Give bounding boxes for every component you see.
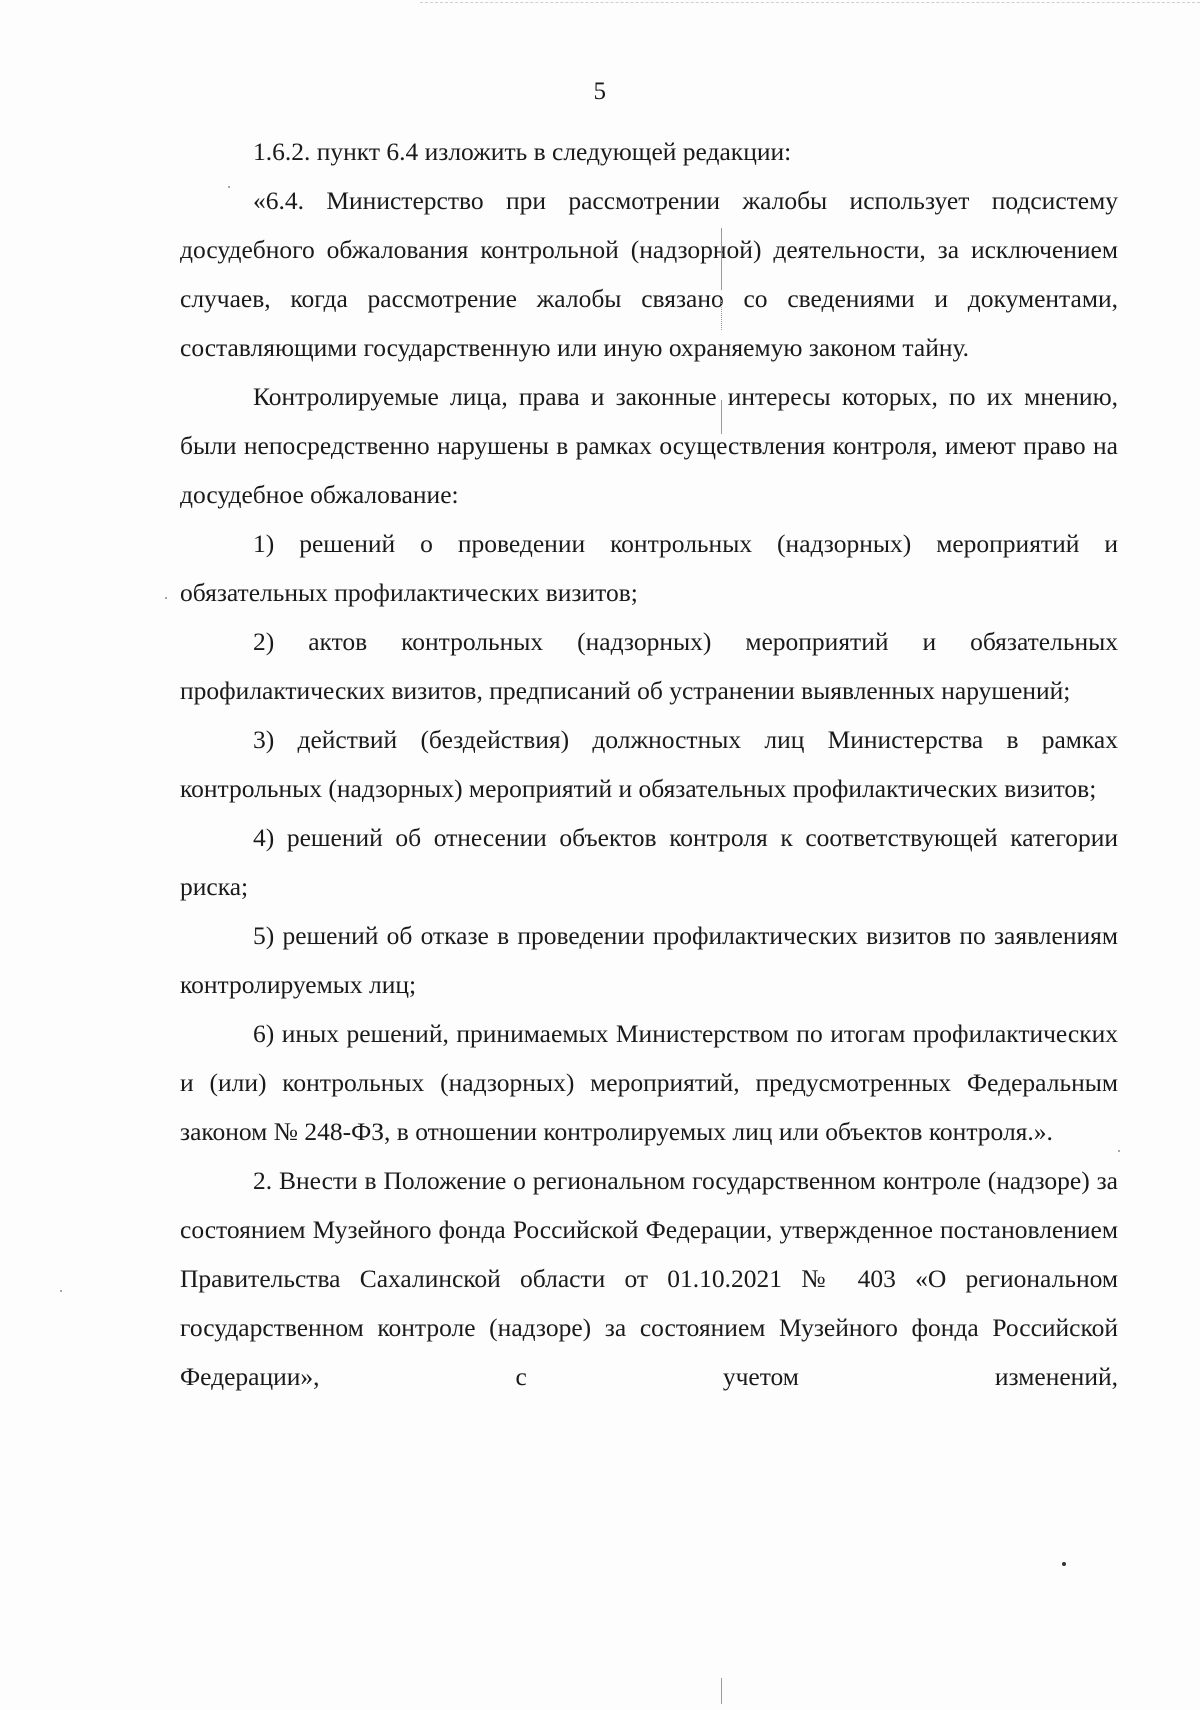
scan-artifact-speck: [1062, 1562, 1066, 1566]
scan-artifact-speck: [165, 597, 167, 599]
page-number: 5: [593, 78, 607, 105]
list-item-3: 3) действий (бездействия) должностных лиц Министерства в рамках контрольных (надзорных) мероприятий и обязательных профилактических визитов;: [180, 725, 1118, 803]
scan-artifact-speck: [60, 1290, 62, 1292]
list-item-4: 4) решений об отнесении объектов контроля к соответствующей категории риска;: [180, 823, 1118, 901]
paragraph-6-4-text: «6.4. Министерство при рассмотрении жалобы использует подсистему досудебного обжалования контрольной (надзорной) деятельности, за исключением случаев, когда рассмотрение жалобы связано со сведениями и документами, составляющими государственную или иную охраняемую законом тайну.: [180, 186, 1118, 362]
scan-artifact-line: [721, 300, 722, 330]
list-item-6: 6) иных решений, принимаемых Министерством по итогам профилактических и (или) контрольных (надзорных) мероприятий, предусмотренных Федеральным законом № 248-ФЗ, в отношении контролируемых лиц или объектов контроля.».: [180, 1019, 1118, 1146]
paragraph-amendment-heading: 1.6.2. пункт 6.4 изложить в следующей редакции:: [253, 137, 792, 166]
paragraph-controlled-persons: Контролируемые лица, права и законные интересы которых, по их мнению, были непосредственно нарушены в рамках осуществления контроля, имеют право на досудебное обжалование:: [180, 382, 1118, 509]
paragraph-section-2: 2. Внести в Положение о региональном государственном контроле (надзоре) за состоянием Музейного фонда Российской Федерации, утвержденное постановлением Правительства Сахалинской области от 01.10.2021 № 403 «О региональном государственном контроле (надзоре) за состоянием Музейного фонда Российской Федерации», с учетом изменений,: [180, 1166, 1118, 1391]
scan-artifact-speck: [228, 186, 230, 188]
list-item-5: 5) решений об отказе в проведении профилактических визитов по заявлениям контролируемых лиц;: [180, 921, 1118, 999]
document-body: [180, 127, 1118, 1401]
scan-artifact-line: [721, 400, 722, 434]
list-item-1: 1) решений о проведении контрольных (надзорных) мероприятий и обязательных профилактических визитов;: [180, 529, 1118, 607]
scan-artifact-speck: [1118, 1150, 1120, 1152]
list-item-2: 2) актов контрольных (надзорных) мероприятий и обязательных профилактических визитов, предписаний об устранении выявленных нарушений;: [180, 627, 1118, 705]
scan-top-edge: [420, 2, 1200, 3]
scan-artifact-line: [721, 228, 722, 290]
scan-artifact-line: [721, 1678, 722, 1704]
